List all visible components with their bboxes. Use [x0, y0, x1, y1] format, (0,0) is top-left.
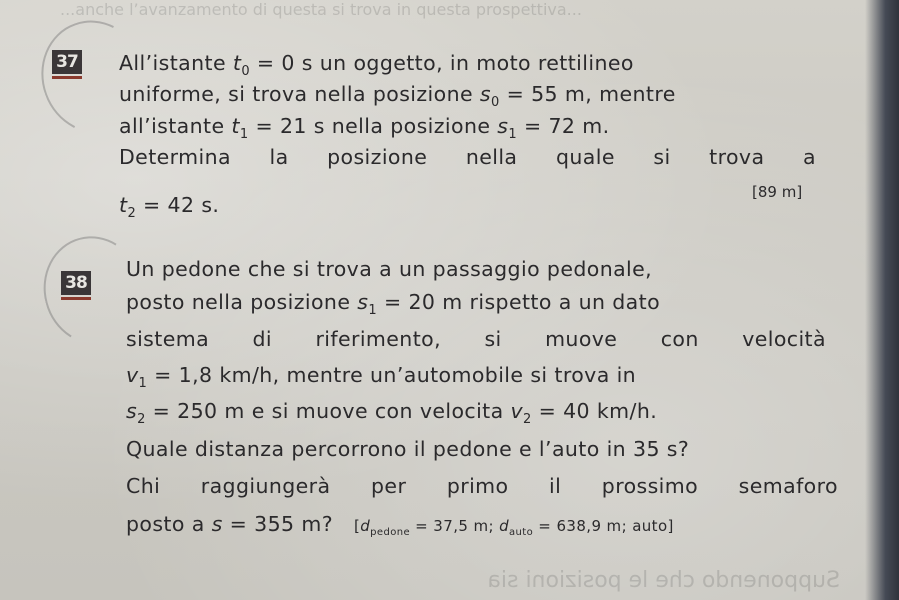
problem-38-line-2: posto nella posizione $s_1 = 20$ m rispetto a un dato: [126, 290, 661, 319]
problem-38-answer: [$d_{pedone} = 37,5$ m; $d_{auto} = 638,9$ m; auto]: [353, 517, 674, 538]
problem-37-answer: [89 m]: [752, 183, 803, 201]
problem-38-line-8: posto a s = 355 m? [$d_{pedone} = 37,5$ m; $d_{auto} = 638,9$ m; auto]: [126, 512, 674, 538]
problem-number-badge: 37: [52, 50, 82, 74]
problem-38-line-7: Chi raggiungerà per primo il prossimo semaforo: [126, 474, 838, 498]
problem-38-line-5: $s_2 = 250$ m e si muove con velocita $v_2 = 40$ km/h.: [126, 399, 658, 428]
problem-38-line-1: Un pedone che si trova a un passaggio pedonale,: [126, 257, 653, 281]
problem-37-line-2: uniforme, si trova nella posizione $s_0 = 55$ m, mentre: [119, 82, 676, 111]
problem-37-line-5: $t_2 = 42$ s.: [119, 193, 220, 222]
problem-37-line-3: all’istante $t_1 = 21$ s nella posizione $s_1 = 72$ m.: [119, 114, 610, 143]
problem-37-line-1: All’istante $t_0 = 0$ s un oggetto, in moto rettilineo: [119, 51, 634, 80]
bleed-through-text-top: ...anche l’avanzamento di questa si trova in questa prospettiva...: [60, 0, 582, 19]
bleed-through-text-bottom: Supponendo che le posizioni sia: [487, 568, 840, 593]
problem-38-line-6: Quale distanza percorrono il pedone e l’auto in 35 s?: [126, 437, 690, 461]
problem-38-line-4: $v_1 = 1,8$ km/h, mentre un’automobile si trova in: [126, 363, 637, 392]
problem-38-line-3: sistema di riferimento, si muove con velocità: [126, 327, 826, 351]
problem-37-line-4: Determina la posizione nella quale si trova a: [119, 145, 816, 169]
problem-number-badge: 38: [61, 271, 91, 295]
page-edge-shadow: [865, 0, 899, 600]
